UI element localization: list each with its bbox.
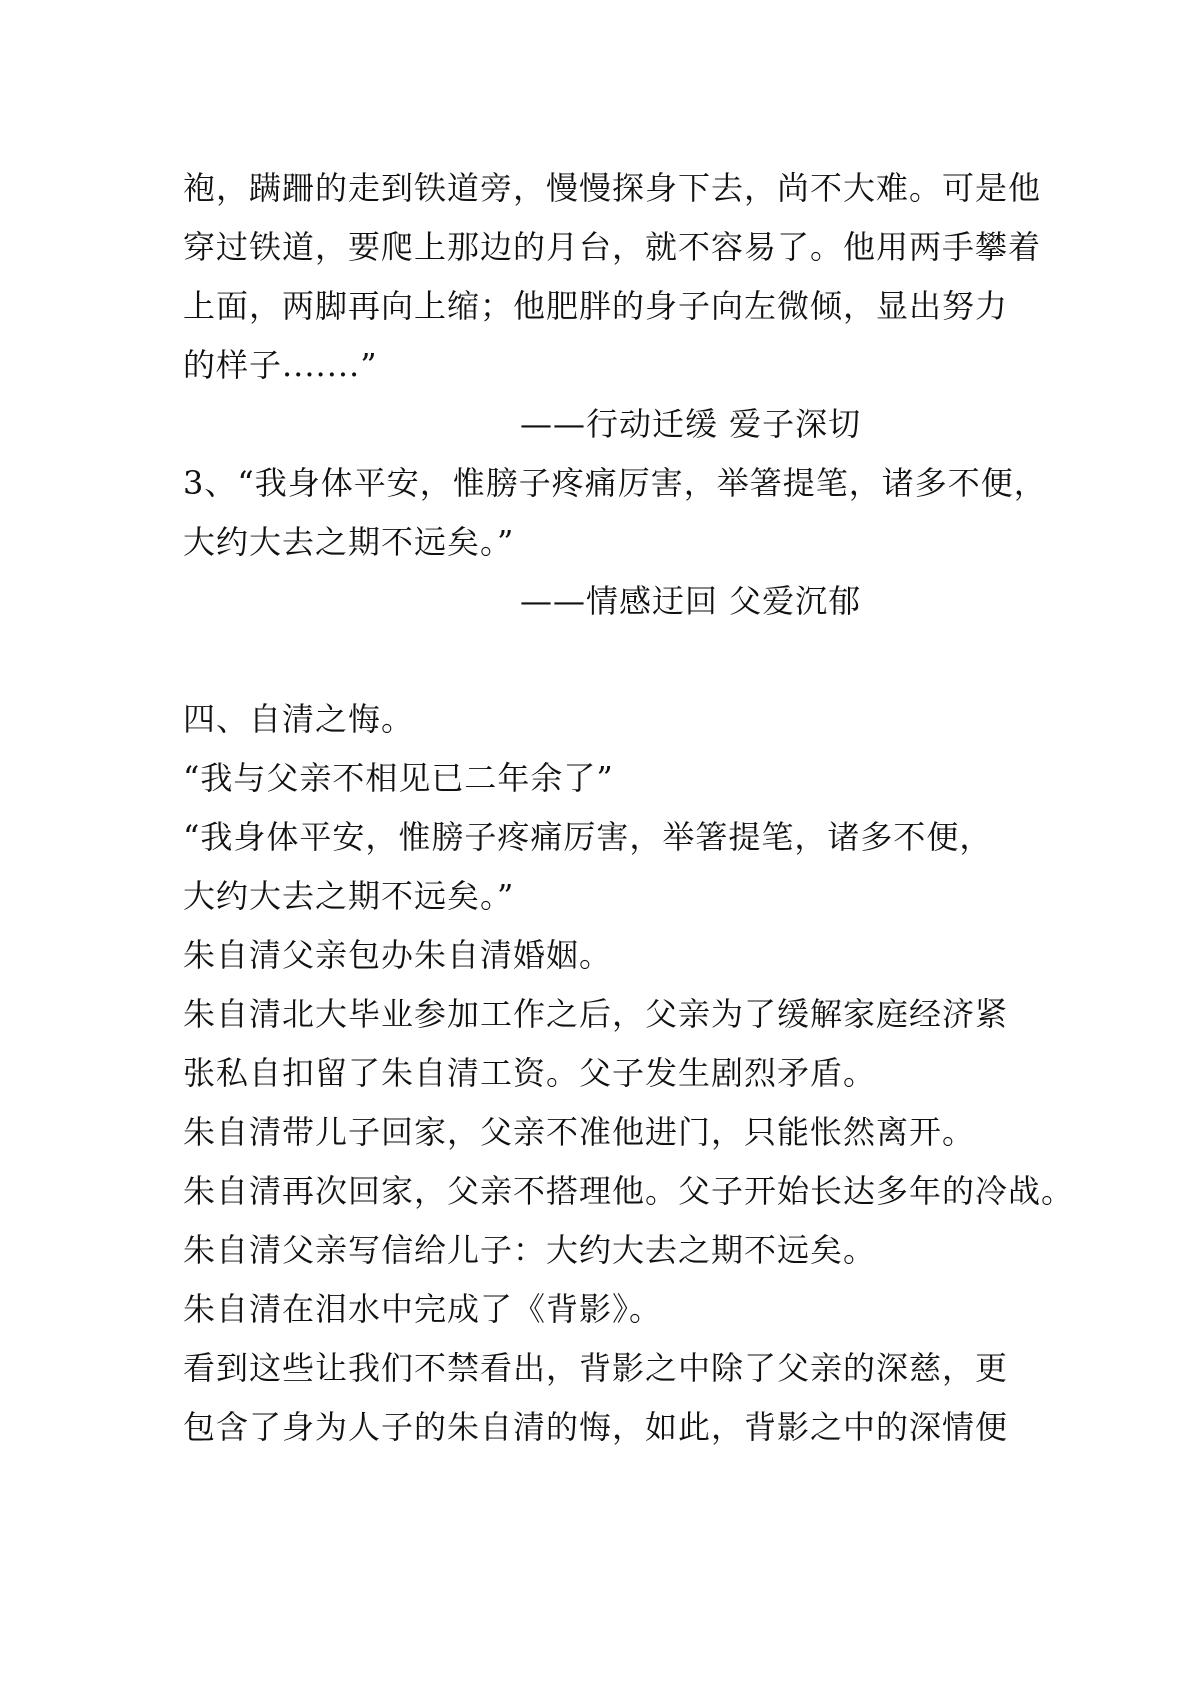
text-line: 朱自清带儿子回家，父亲不准他进门，只能怅然离开。 [183, 1113, 976, 1151]
annotation-line: ——行动迁缓 爱子深切 [520, 405, 862, 443]
quote-line: 3、“我身体平安，惟膀子疼痛厉害，举箸提笔，诸多不便， [183, 464, 1047, 502]
text-line: 朱自清北大毕业参加工作之后，父亲为了缓解家庭经济紧 [183, 995, 1009, 1033]
text-line: 袍，蹒跚的走到铁道旁，慢慢探身下去，尚不大难。可是他 [183, 169, 1042, 207]
text-line: 包含了身为人子的朱自清的悔，如此，背影之中的深情便 [183, 1408, 1009, 1446]
text-line: 朱自清父亲写信给儿子：大约大去之期不远矣。 [183, 1231, 877, 1269]
quote-line: “我身体平安，惟膀子疼痛厉害，举箸提笔，诸多不便， [183, 818, 993, 856]
text-line: 朱自清父亲包办朱自清婚姻。 [183, 936, 613, 974]
annotation-line: ——情感迂回 父爱沉郁 [520, 582, 862, 620]
quote-line: 大约大去之期不远矣。” [183, 523, 515, 561]
text-line: 张私自扣留了朱自清工资。父子发生剧烈矛盾。 [183, 1054, 877, 1092]
text-line: 的样子.......” [183, 346, 378, 384]
quote-line: 大约大去之期不远矣。” [183, 877, 515, 915]
section-heading: 四、自清之悔。 [183, 700, 415, 738]
text-line: 朱自清再次回家，父亲不搭理他。父子开始长达多年的冷战。 [183, 1172, 1075, 1210]
text-line: 看到这些让我们不禁看出，背影之中除了父亲的深慈，更 [183, 1349, 1009, 1387]
quote-line: “我与父亲不相见已二年余了” [183, 759, 614, 797]
text-line: 上面，两脚再向上缩；他肥胖的身子向左微倾，显出努力 [183, 287, 1009, 325]
text-line: 穿过铁道，要爬上那边的月台，就不容易了。他用两手攀着 [183, 228, 1042, 266]
text-line: 朱自清在泪水中完成了《背影》。 [183, 1290, 663, 1328]
